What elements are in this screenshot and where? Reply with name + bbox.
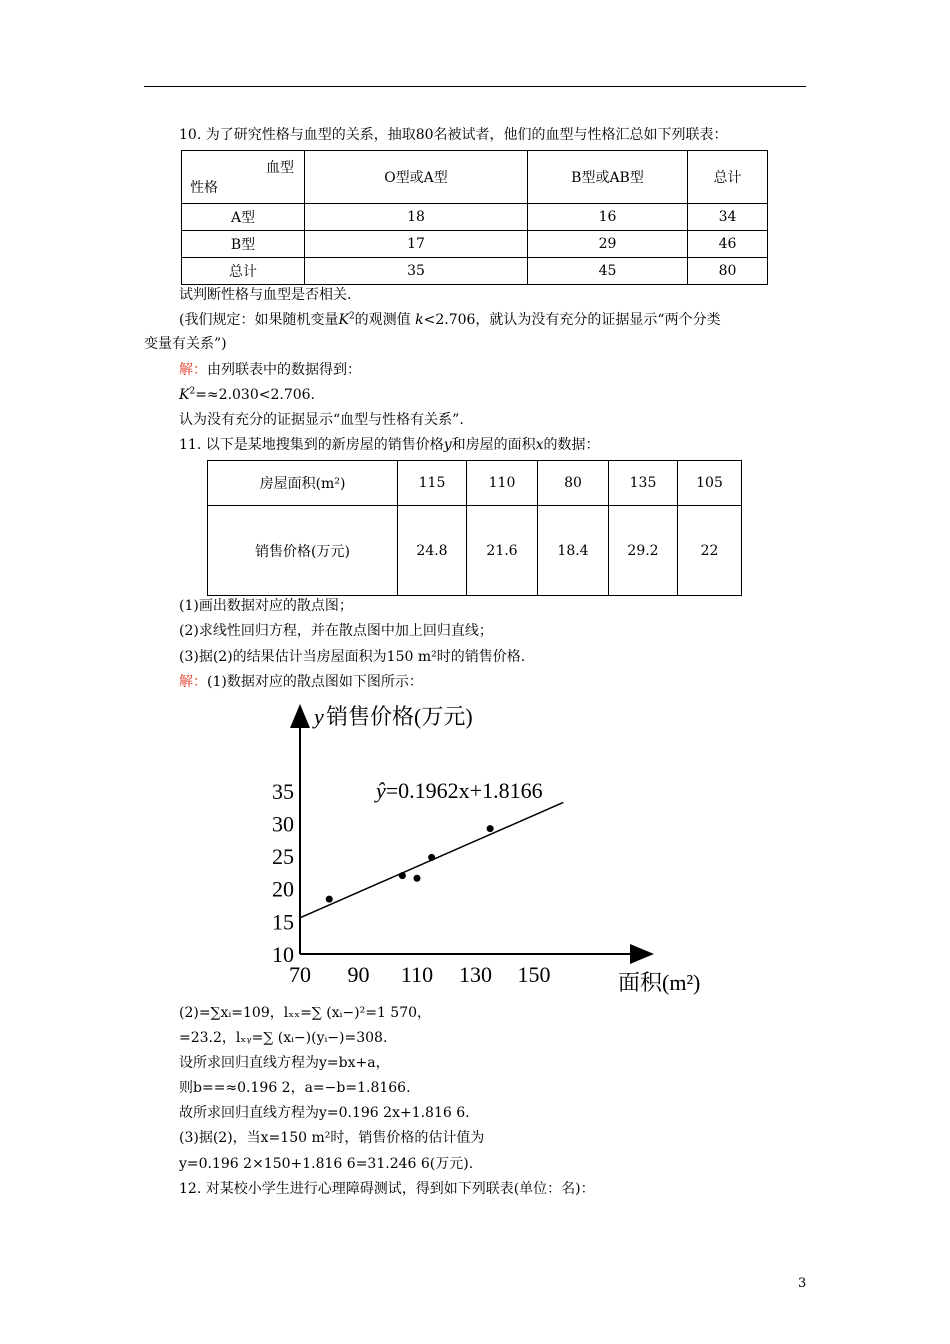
x-tick-label: 130 — [459, 962, 492, 987]
table-row — [182, 231, 768, 258]
x-tick-label: 150 — [517, 962, 551, 987]
q10-solution-line3: 认为没有充分的证据显示“血型与性格有关系”. — [179, 412, 464, 428]
table-cell: 17 — [305, 231, 528, 258]
q10-solution-line2: $K^2=\approx 2.030<2.706$. — [179, 386, 316, 403]
x-tick-label: 70 — [289, 962, 311, 987]
row-label: A型 — [182, 204, 305, 231]
q10-rule-line2: 变量有关系”) — [144, 336, 227, 352]
table-cell: 115 — [398, 461, 467, 506]
q10-solution-line1: 解：由列联表中的数据得到： — [179, 362, 361, 378]
data-point — [326, 896, 333, 903]
regression-equation: ŷ=0.1962x+1.8166 — [376, 778, 543, 803]
row-label: 房屋面积(m²) — [208, 461, 398, 506]
table-corner-cell — [182, 151, 305, 204]
table-cell: 34 — [688, 204, 768, 231]
q10-rule-line1: (我们规定：如果随机变量$K^2$的观测值 k<2.706，就认为没有充分的证据显示“两个分类 — [179, 311, 721, 328]
table-cell: 21.6 — [467, 506, 538, 596]
table-cell: 105 — [678, 461, 742, 506]
q11-part3: (3)据(2)的结果估计当房屋面积为150 m²时的销售价格. — [179, 649, 526, 665]
q11-data-table — [207, 460, 742, 596]
y-tick-label: 15 — [272, 909, 294, 935]
table-cell: 135 — [609, 461, 678, 506]
row-label: 销售价格(万元) — [208, 506, 398, 596]
table-cell: 29 — [528, 231, 688, 258]
y-tick-label: 35 — [272, 778, 294, 804]
q11-solution-s5: 故所求回归直线方程为y=0.196 2x+1.816 6. — [179, 1105, 470, 1121]
table-cell: 18 — [305, 204, 528, 231]
table-cell: 35 — [305, 258, 528, 285]
table-row — [208, 461, 742, 506]
table-header-cell: O型或A型 — [305, 151, 528, 204]
scatter-chart — [258, 696, 728, 996]
q11-intro: 11. 以下是某地搜集到的新房屋的销售价格y和房屋的面积x的数据： — [179, 437, 600, 453]
y-tick-label: 30 — [272, 811, 294, 837]
table-cell: 46 — [688, 231, 768, 258]
q11-solution-s6: (3)据(2)，当x=150 m²时，销售价格的估计值为 — [179, 1130, 485, 1146]
y-tick-label: 20 — [272, 876, 294, 902]
data-point — [414, 875, 421, 882]
data-point — [487, 825, 494, 832]
table-header-cell: 总计 — [688, 151, 768, 204]
data-point — [428, 854, 435, 861]
q12-intro: 12. 对某校小学生进行心理障碍测试，得到如下列联表(单位：名)： — [179, 1181, 595, 1197]
y-axis-label: 销售价格(万元) — [326, 704, 473, 729]
q11-solution-s7: y=0.196 2×150+1.816 6=31.246 6(万元). — [179, 1156, 474, 1172]
table-cell: 22 — [678, 506, 742, 596]
q10-intro: 10. 为了研究性格与血型的关系，抽取80名被试者，他们的血型与性格汇总如下列联表： — [179, 127, 728, 143]
table-cell: 80 — [688, 258, 768, 285]
table-cell: 29.2 — [609, 506, 678, 596]
x-tick-label: 110 — [400, 962, 434, 987]
table-cell: 18.4 — [538, 506, 609, 596]
corner-top-label: 血型 — [266, 160, 294, 176]
q11-solution-s3: 设所求回归直线方程为y=bx+a， — [179, 1055, 390, 1071]
q10-question: 试判断性格与血型是否相关. — [179, 287, 352, 303]
q10-contingency-table — [181, 150, 768, 285]
table-cell: 16 — [528, 204, 688, 231]
q11-solution-s4: 则b==≈0.196 2，a=−b=1.8166. — [179, 1080, 411, 1096]
table-cell: 80 — [538, 461, 609, 506]
x-axis-label: 面积(m²) — [618, 970, 701, 995]
q11-solution-s1: (2)=∑xᵢ=109，lₓₓ=∑ (xᵢ−)²=1 570， — [179, 1005, 432, 1021]
row-label: B型 — [182, 231, 305, 258]
page-number: 3 — [798, 1276, 807, 1291]
table-cell: 24.8 — [398, 506, 467, 596]
table-row — [208, 506, 742, 596]
data-point — [399, 872, 406, 879]
table-row — [182, 204, 768, 231]
q11-solution-s2: =23.2，lₓᵧ=∑ (xᵢ−)(yᵢ−)=308. — [179, 1030, 388, 1046]
table-header-cell: B型或AB型 — [528, 151, 688, 204]
q11-solution-intro: 解：(1)数据对应的散点图如下图所示： — [179, 674, 423, 690]
y-axis-var: y — [314, 704, 324, 729]
table-row — [182, 258, 768, 285]
x-tick-label: 90 — [347, 962, 370, 987]
table-cell: 110 — [467, 461, 538, 506]
q11-part1: (1)画出数据对应的散点图； — [179, 598, 353, 614]
y-tick-label: 25 — [272, 844, 294, 870]
y-tick-label: 10 — [272, 942, 294, 967]
row-label: 总计 — [182, 258, 305, 285]
corner-bottom-label: 性格 — [190, 180, 218, 196]
header-rule — [144, 86, 806, 87]
q11-part2: (2)求线性回归方程，并在散点图中加上回归直线； — [179, 623, 493, 639]
table-cell: 45 — [528, 258, 688, 285]
